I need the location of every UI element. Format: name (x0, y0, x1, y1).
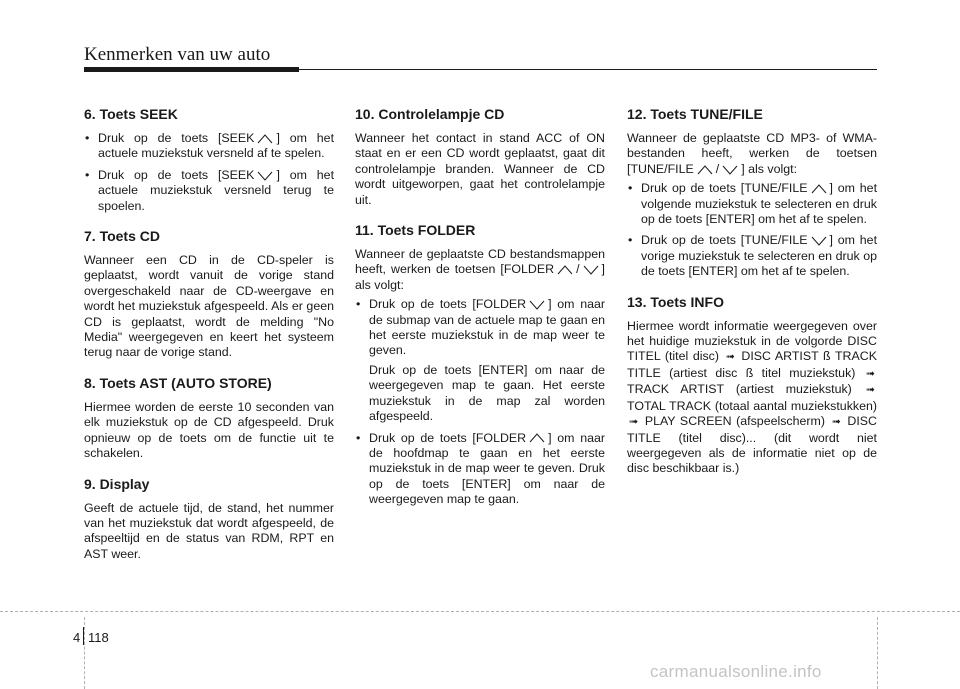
section-heading-info: 13. Toets INFO (627, 293, 724, 310)
seek-item2-text: Druk op de toets [SEEK (98, 167, 255, 182)
info-text-5: PLAY SCREEN (afspeelscherm) (644, 414, 825, 429)
chevron-up-icon (529, 433, 545, 443)
watermark: carmanualsonline.info (650, 662, 822, 681)
header-rule (299, 69, 877, 70)
arrow-right-icon: ➟ (865, 384, 875, 397)
tune-intro-slash: / (715, 161, 720, 176)
folder-item1-rest: ] om naar de submap van de actuele map te gaan en het eerste muziekstuk in de map weer te geven. (369, 297, 605, 358)
chevron-up-icon (697, 165, 713, 175)
tune-item1-text: Druk op de toets [TUNE/FILE (641, 181, 808, 196)
folder-intro-slash: / (576, 262, 580, 277)
arrow-right-icon: ➟ (629, 416, 639, 429)
column-left (84, 106, 334, 576)
section-heading-seek: 6. Toets SEEK (84, 106, 178, 122)
folder-item2-text: Druk op de toets [FOLDER (369, 430, 527, 445)
column-right (627, 106, 877, 491)
section-heading-cd: 7. Toets CD (84, 228, 160, 245)
folder-item2-rest: ] om naar de hoofdmap te gaan en het eerste muziekstuk in de map weer te geven. Druk op de toets [ENTER] om naar de weergegeven map te gaan. (369, 430, 605, 507)
tune-intro-text: Wanneer de geplaatste CD MP3- of WMA-bestanden heeft, werken de toetsen [TUNE/FILE (627, 131, 877, 176)
page-header-title: Kenmerken van uw auto (84, 44, 271, 65)
list-item (355, 431, 605, 508)
folder-item1-sub: Druk op de toets [ENTER] om naar de weergegeven map te gaan. Het eerste muziekstuk in de map zal worden afgespeeld. (369, 362, 605, 424)
chevron-down-icon (257, 171, 273, 181)
tune-item2-text: Druk op de toets [TUNE/FILE (641, 233, 808, 248)
list-item (84, 168, 334, 214)
section-heading-lamp: 10. Controlelampje CD (355, 106, 505, 122)
chevron-down-icon (722, 165, 738, 175)
footer-guide-right (877, 617, 878, 689)
arrow-right-icon: ➟ (831, 416, 841, 429)
chevron-down-icon (811, 236, 827, 246)
arrow-right-icon: ➟ (865, 367, 875, 380)
ast-paragraph: Hiermee worden de eerste 10 seconden van elk muziekstuk op de CD afgespeeld. Druk opnieuw op de toets om de functie uit te schakelen. (84, 399, 334, 461)
page-number-divider (83, 627, 84, 645)
info-text-1: Hiermee wordt informatie weergegeven over het huidige muziekstuk in de volgorde DISC TITEL (titel disc) (627, 318, 877, 364)
page-number: 118 (88, 630, 109, 645)
seek-list (84, 131, 334, 214)
header-bar (84, 67, 299, 72)
section-heading-tune: 12. Toets TUNE/FILE (627, 106, 763, 122)
section-heading-ast: 8. Toets AST (AUTO STORE) (84, 374, 272, 391)
footer-guide-left (84, 617, 85, 689)
info-text-4: TOTAL TRACK (totaal aantal muziekstukken) (627, 398, 877, 413)
tune-intro-rest: ] als volgt: (741, 161, 798, 176)
info-paragraph (627, 319, 877, 477)
arrow-right-icon: ➟ (725, 351, 735, 364)
folder-list (355, 297, 605, 507)
folder-intro-rest: ] als volgt: (355, 262, 605, 292)
list-item (355, 297, 605, 424)
list-item (627, 181, 877, 227)
info-text-2: DISC ARTIST ß TRACK TITLE (artiest disc ß titel muziekstuk) (627, 349, 877, 380)
chevron-up-icon (257, 134, 273, 144)
tune-intro (627, 131, 877, 177)
info-text-3: TRACK ARTIST (artiest muziekstuk) (627, 382, 852, 397)
chapter-number: 4 (73, 630, 81, 645)
display-paragraph: Geeft de actuele tijd, de stand, het nummer van het muziekstuk dat wordt afgespeeld, de afspeeltijd en de status van RDM, RPT en AST weer. (84, 500, 334, 561)
chevron-up-icon (811, 184, 827, 194)
folder-item1-text: Druk op de toets [FOLDER (369, 297, 527, 312)
seek-item1-rest: ] om het actuele muziekstuk versneld af te spelen. (98, 131, 335, 161)
tune-list (627, 181, 877, 279)
seek-item2-rest: ] om het actuele muziekstuk versneld terug te spoelen. (98, 167, 335, 213)
section-heading-folder: 11. Toets FOLDER (355, 222, 476, 239)
list-item (627, 233, 877, 279)
list-item (84, 131, 334, 162)
folder-intro (355, 247, 605, 293)
section-heading-display: 9. Display (84, 475, 150, 492)
chevron-down-icon (583, 265, 599, 275)
lamp-paragraph: Wanneer het contact in stand ACC of ON staat en er een CD wordt geplaatst, gaat dit controlelampje branden. Wanneer de CD wordt uitgeworpen, gaat het controlelampje uit. (355, 131, 605, 207)
footer-rule (0, 611, 960, 612)
chevron-down-icon (529, 300, 545, 310)
tune-item2-rest: ] om het vorige muziekstuk te selecteren en druk op de toets [ENTER] om het af te spelen. (641, 233, 878, 279)
chevron-up-icon (557, 265, 573, 275)
tune-item1-rest: ] om het volgende muziekstuk te selecteren en druk op de toets [ENTER] om het af te spelen. (641, 181, 878, 227)
column-middle (355, 106, 605, 522)
folder-intro-text: Wanneer de geplaatste CD bestandsmappen heeft, werken de toetsen [FOLDER (355, 247, 605, 277)
seek-item1-text: Druk op de toets [SEEK (98, 131, 255, 145)
info-text-6: DISC TITLE (titel disc)... (dit wordt niet weergegeven als de informatie niet op de disc beschikbaar is.) (627, 414, 877, 476)
cd-paragraph: Wanneer een CD in de CD-speler is geplaatst, wordt vanuit de vorige stand overgeschakeld naar de CD-weergave en wordt het muziekstuk afgespeeld. Als er geen CD is geplaatst, wordt de melding "No Media" weergegeven en keert het systeem terug naar de vorige stand. (84, 253, 334, 360)
